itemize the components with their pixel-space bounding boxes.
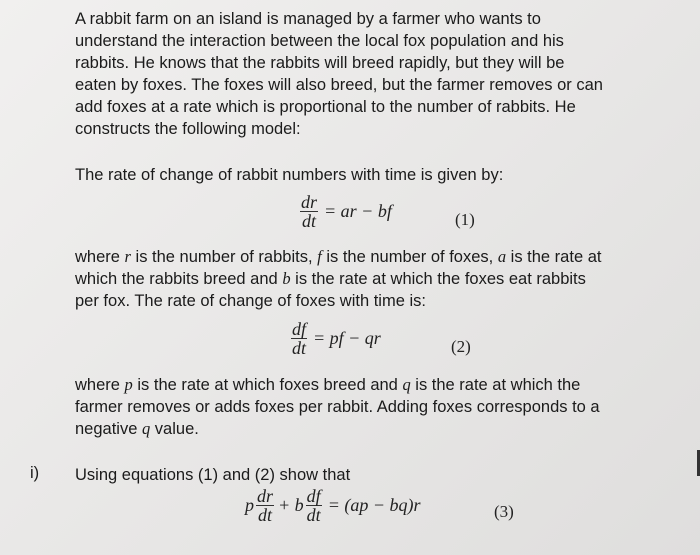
fraction-denominator: dt: [258, 505, 273, 525]
intro-line: A rabbit farm on an island is managed by a farmer who wants to: [75, 10, 541, 28]
intro-line: understand the interaction between the local fox population and his: [75, 32, 564, 50]
fraction-denominator: dt: [302, 211, 317, 231]
fraction-df-dt: [306, 487, 322, 524]
definition-line: per fox. The rate of change of foxes with time is:: [75, 292, 426, 310]
fraction-numerator: dr: [301, 192, 318, 212]
variable-a: a: [497, 247, 507, 266]
variable-r: r: [124, 247, 131, 266]
definition-line: negative q value.: [75, 419, 199, 438]
definition-line: where r is the number of rabbits, f is the number of foxes, a is the rate at: [75, 247, 602, 266]
intro-line: rabbits. He knows that the rabbits will breed rapidly, but they will be: [75, 54, 565, 72]
intro-paragraph: [75, 8, 603, 140]
fraction-numerator: df: [292, 319, 307, 339]
intro-line: eaten by foxes. The foxes will also breed, but the farmer removes or can: [75, 76, 603, 94]
definition-line: farmer removes or adds foxes per rabbit. Adding foxes corresponds to a: [75, 398, 600, 416]
variable-q: q: [141, 419, 151, 438]
fraction-numerator: df: [306, 486, 321, 506]
variable-q: q: [402, 375, 411, 394]
plus-b: + b: [278, 495, 304, 515]
rabbit-rate-text: The rate of change of rabbit numbers with time is given by:: [75, 166, 504, 184]
variable-p: p: [124, 375, 133, 394]
definitions-paragraph-1: [75, 246, 601, 312]
fraction-denominator: dt: [306, 505, 321, 525]
definition-line: where p is the rate at which foxes breed and q is the rate at which the: [75, 375, 581, 394]
equation-rhs: = (ap − bq)r: [327, 495, 421, 515]
definitions-paragraph-2: [75, 374, 600, 440]
fraction-df-dt: [291, 320, 307, 357]
part-i-prompt: [75, 464, 350, 486]
equation-2-number: (2): [451, 337, 471, 356]
variable-p: p: [245, 495, 254, 515]
equation-3-number: (3): [494, 502, 514, 521]
equation-2: [289, 320, 381, 357]
equation-rhs: = pf − qr: [313, 328, 381, 348]
rabbit-rate-sentence: [75, 164, 503, 186]
fraction-dr-dt: [256, 487, 274, 524]
variable-f: f: [317, 247, 322, 266]
fraction-numerator: dr: [257, 486, 274, 506]
equation-1-number: (1): [455, 210, 475, 229]
fraction-denominator: dt: [292, 338, 307, 358]
definition-line: which the rabbits breed and b is the rate at which the foxes eat rabbits: [75, 269, 586, 288]
part-i-text: Using equations (1) and (2) show that: [75, 466, 351, 484]
variable-b: b: [282, 269, 291, 288]
fraction-dr-dt: [300, 193, 318, 230]
equation-3: [245, 487, 420, 524]
intro-line: constructs the following model:: [75, 120, 301, 138]
equation-1: [298, 193, 392, 230]
part-label: i): [30, 464, 40, 482]
intro-line: add foxes at a rate which is proportional to the number of rabbits. He: [75, 98, 576, 116]
equation-rhs: = ar − bf: [324, 201, 392, 221]
